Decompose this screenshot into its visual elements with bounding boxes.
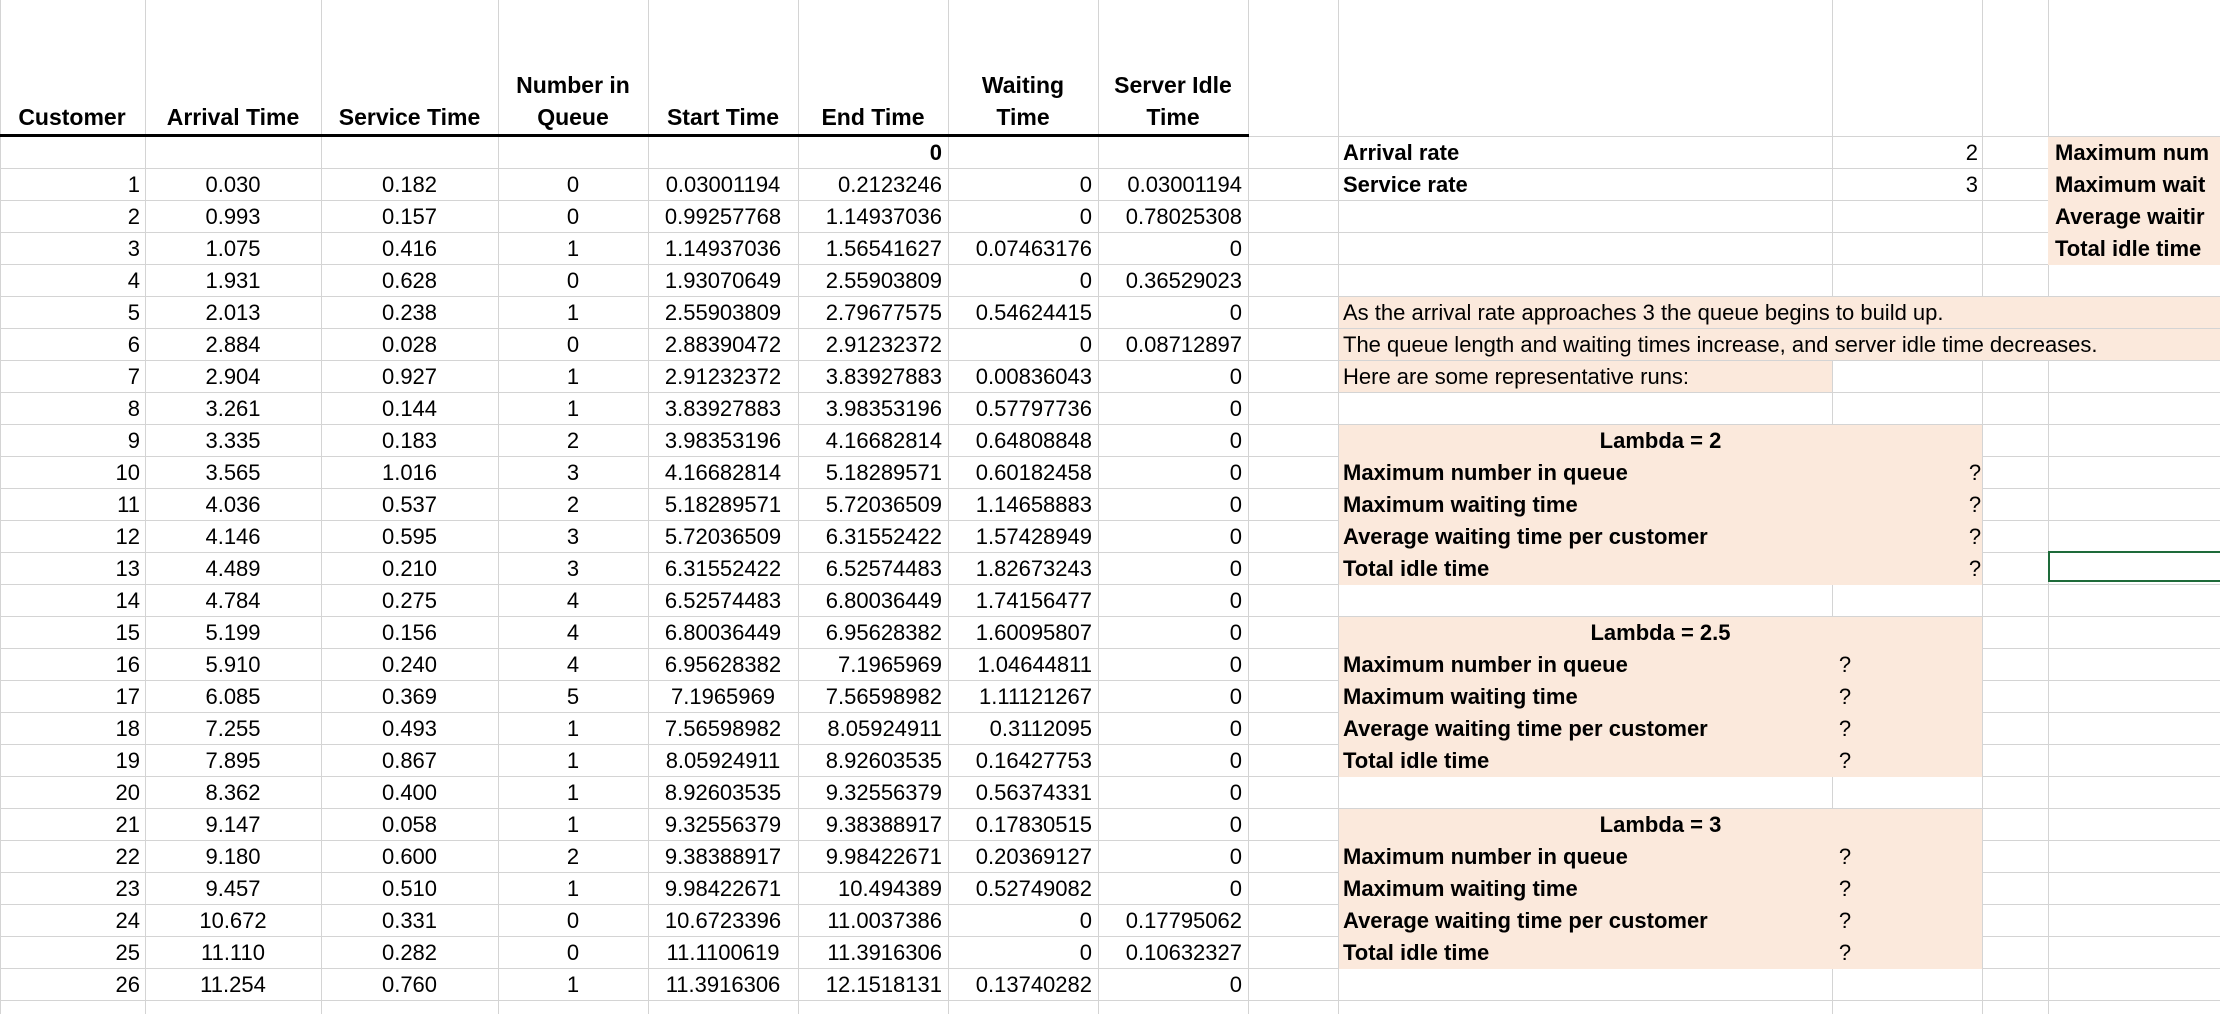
header-bottom-border [0, 134, 1249, 137]
cell-service-time[interactable]: 0.927 [381, 364, 438, 389]
cell-arrival-time[interactable]: 5.910 [205, 652, 261, 677]
cell-customer[interactable]: 25 [115, 940, 140, 965]
run-title[interactable]: Lambda = 3 [1599, 812, 1722, 837]
initial-end-time-cell[interactable]: 0 [929, 140, 942, 165]
cell-end-time[interactable]: 4.16682814 [825, 428, 942, 453]
cell-idle-time[interactable]: 0 [1229, 812, 1242, 837]
cell-customer[interactable]: 13 [115, 556, 140, 581]
cell-waiting-time[interactable]: 0.16427753 [975, 748, 1092, 773]
cell-service-time[interactable]: 0.628 [381, 268, 438, 293]
arrival-rate-value[interactable]: 2 [1965, 140, 1978, 165]
selected-cell[interactable] [2048, 551, 2220, 582]
cell-queue-count[interactable]: 1 [566, 812, 580, 837]
cell-idle-time[interactable]: 0 [1229, 236, 1242, 261]
cell-start-time[interactable]: 3.83927883 [664, 396, 782, 421]
cell-waiting-time[interactable]: 1.57428949 [975, 524, 1092, 549]
cell-start-time[interactable]: 6.95628382 [664, 652, 782, 677]
cell-start-time[interactable]: 0.99257768 [664, 204, 782, 229]
cell-waiting-time[interactable]: 0.3112095 [989, 716, 1092, 741]
cell-service-time[interactable]: 0.275 [381, 588, 438, 613]
run-metric-value[interactable]: ? [1838, 844, 1852, 869]
run-metric-label[interactable]: Total idle time [1343, 940, 1490, 965]
cell-end-time[interactable]: 1.56541627 [825, 236, 942, 261]
cell-end-time[interactable]: 3.83927883 [825, 364, 942, 389]
cell-service-time[interactable]: 0.183 [381, 428, 438, 453]
cell-end-time[interactable]: 1.14937036 [825, 204, 942, 229]
cell-queue-count[interactable]: 0 [566, 940, 580, 965]
cell-queue-count[interactable]: 3 [566, 524, 580, 549]
cell-start-time[interactable]: 11.3916306 [665, 972, 781, 997]
cell-idle-time[interactable]: 0.03001194 [1127, 172, 1242, 197]
run-metric-label[interactable]: Total idle time [1343, 556, 1490, 581]
cell-idle-time[interactable]: 0 [1229, 844, 1242, 869]
note-line-1[interactable]: As the arrival rate approaches 3 the queue begins to build up. [1343, 300, 1944, 325]
cell-waiting-time[interactable]: 1.60095807 [975, 620, 1092, 645]
cell-customer[interactable]: 20 [115, 780, 140, 805]
cell-end-time[interactable]: 8.92603535 [825, 748, 942, 773]
cell-end-time[interactable]: 11.0037386 [827, 908, 942, 933]
run-metric-label[interactable]: Average waiting time per customer [1343, 908, 1708, 933]
cell-start-time[interactable]: 6.80036449 [664, 620, 782, 645]
run-metric-value[interactable]: ? [1838, 684, 1852, 709]
cell-idle-time[interactable]: 0 [1229, 396, 1242, 421]
cell-queue-count[interactable]: 1 [566, 716, 580, 741]
grid-col-line [1248, 0, 1249, 1014]
cell-waiting-time[interactable]: 1.14658883 [975, 492, 1092, 517]
cell-queue-count[interactable]: 3 [566, 460, 580, 485]
cell-start-time[interactable]: 9.32556379 [664, 812, 782, 837]
arrival-rate-label[interactable]: Arrival rate [1343, 140, 1460, 165]
cell-start-time[interactable]: 6.31552422 [664, 556, 782, 581]
cell-arrival-time[interactable]: 4.036 [205, 492, 261, 517]
cell-customer[interactable]: 8 [127, 396, 140, 421]
cell-queue-count[interactable]: 1 [566, 780, 580, 805]
cell-waiting-time[interactable]: 0.17830515 [975, 812, 1092, 837]
run-metric-value[interactable]: ? [1838, 940, 1852, 965]
note-line-3[interactable]: Here are some representative runs: [1343, 364, 1690, 389]
cell-service-time[interactable]: 0.510 [381, 876, 438, 901]
cell-waiting-time[interactable]: 0 [1079, 204, 1092, 229]
cell-customer[interactable]: 2 [127, 204, 140, 229]
cell-end-time[interactable]: 6.31552422 [825, 524, 942, 549]
cell-end-time[interactable]: 5.72036509 [825, 492, 942, 517]
cell-waiting-time[interactable]: 1.74156477 [975, 588, 1092, 613]
cell-end-time[interactable]: 6.95628382 [825, 620, 942, 645]
header-customer[interactable]: Customer [18, 104, 126, 130]
run-metric-value[interactable]: ? [1838, 876, 1852, 901]
header-number-in-queue[interactable]: Number in Queue [516, 72, 630, 130]
cell-queue-count[interactable]: 2 [566, 428, 580, 453]
cell-start-time[interactable]: 0.03001194 [665, 172, 781, 197]
cell-end-time[interactable]: 0.2123246 [838, 172, 942, 197]
cell-service-time[interactable]: 0.595 [381, 524, 438, 549]
cell-arrival-time[interactable]: 8.362 [205, 780, 261, 805]
cell-customer[interactable]: 5 [127, 300, 140, 325]
cell-customer[interactable]: 15 [115, 620, 140, 645]
cell-start-time[interactable]: 7.56598982 [664, 716, 782, 741]
run-metric-value[interactable]: ? [1838, 716, 1852, 741]
cell-end-time[interactable]: 12.1518131 [825, 972, 942, 997]
run-metric-value[interactable]: ? [1838, 908, 1852, 933]
cell-waiting-time[interactable]: 1.82673243 [975, 556, 1092, 581]
cell-idle-time[interactable]: 0.36529023 [1125, 268, 1242, 293]
run-title[interactable]: Lambda = 2.5 [1590, 620, 1731, 645]
cell-arrival-time[interactable]: 0.030 [205, 172, 261, 197]
cell-waiting-time[interactable]: 0 [1079, 172, 1092, 197]
cell-queue-count[interactable]: 1 [566, 396, 580, 421]
cell-customer[interactable]: 1 [127, 172, 140, 197]
cell-waiting-time[interactable]: 0.64808848 [975, 428, 1092, 453]
run-title[interactable]: Lambda = 2 [1599, 428, 1722, 453]
service-rate-value[interactable]: 3 [1965, 172, 1978, 197]
cell-service-time[interactable]: 0.760 [381, 972, 438, 997]
cell-idle-time[interactable]: 0 [1229, 684, 1242, 709]
far-right-label-2[interactable]: Maximum wait [2055, 172, 2206, 197]
cell-service-time[interactable]: 0.240 [381, 652, 438, 677]
cell-arrival-time[interactable]: 2.013 [205, 300, 261, 325]
cell-start-time[interactable]: 3.98353196 [664, 428, 782, 453]
header-start-time[interactable]: Start Time [666, 104, 780, 130]
cell-end-time[interactable]: 2.91232372 [825, 332, 942, 357]
cell-queue-count[interactable]: 5 [566, 684, 580, 709]
cell-waiting-time[interactable]: 0.20369127 [975, 844, 1092, 869]
cell-idle-time[interactable]: 0 [1229, 620, 1242, 645]
cell-idle-time[interactable]: 0 [1229, 748, 1242, 773]
cell-queue-count[interactable]: 1 [566, 236, 580, 261]
cell-idle-time[interactable]: 0 [1229, 556, 1242, 581]
run-metric-value[interactable]: ? [1838, 748, 1852, 773]
run-metric-value[interactable]: ? [1968, 556, 1982, 581]
cell-idle-time[interactable]: 0 [1229, 972, 1242, 997]
header-server-idle-time[interactable]: Server Idle Time [1114, 72, 1232, 130]
cell-waiting-time[interactable]: 0 [1079, 268, 1092, 293]
cell-start-time[interactable]: 8.92603535 [664, 780, 782, 805]
cell-service-time[interactable]: 0.144 [381, 396, 438, 421]
cell-waiting-time[interactable]: 1.11121267 [979, 684, 1092, 709]
cell-customer[interactable]: 16 [115, 652, 140, 677]
cell-start-time[interactable]: 6.52574483 [664, 588, 782, 613]
cell-arrival-time[interactable]: 7.255 [205, 716, 261, 741]
cell-waiting-time[interactable]: 0 [1079, 332, 1092, 357]
run-metric-label[interactable]: Total idle time [1343, 748, 1490, 773]
run-metric-label[interactable]: Maximum number in queue [1343, 460, 1628, 485]
service-rate-label[interactable]: Service rate [1343, 172, 1468, 197]
cell-customer[interactable]: 22 [115, 844, 140, 869]
cell-queue-count[interactable]: 4 [566, 652, 580, 677]
cell-customer[interactable]: 3 [127, 236, 140, 261]
cell-customer[interactable]: 4 [127, 268, 140, 293]
run-metric-label[interactable]: Maximum number in queue [1343, 652, 1628, 677]
cell-arrival-time[interactable]: 4.489 [205, 556, 261, 581]
cell-service-time[interactable]: 0.369 [381, 684, 438, 709]
cell-end-time[interactable]: 2.55903809 [825, 268, 942, 293]
cell-service-time[interactable]: 0.600 [381, 844, 438, 869]
cell-idle-time[interactable]: 0 [1229, 652, 1242, 677]
cell-customer[interactable]: 10 [115, 460, 140, 485]
cell-service-time[interactable]: 0.400 [381, 780, 438, 805]
cell-idle-time[interactable]: 0 [1229, 588, 1242, 613]
cell-end-time[interactable]: 3.98353196 [825, 396, 942, 421]
cell-customer[interactable]: 23 [115, 876, 140, 901]
cell-queue-count[interactable]: 1 [566, 972, 580, 997]
cell-start-time[interactable]: 1.93070649 [664, 268, 782, 293]
run-metric-value[interactable]: ? [1968, 460, 1982, 485]
header-end-time[interactable]: End Time [821, 104, 925, 130]
cell-arrival-time[interactable]: 4.146 [205, 524, 261, 549]
cell-waiting-time[interactable]: 0 [1079, 940, 1092, 965]
run-metric-value[interactable]: ? [1968, 524, 1982, 549]
cell-arrival-time[interactable]: 6.085 [205, 684, 261, 709]
cell-customer[interactable]: 12 [115, 524, 140, 549]
cell-arrival-time[interactable]: 5.199 [205, 620, 261, 645]
cell-end-time[interactable]: 5.18289571 [825, 460, 942, 485]
cell-queue-count[interactable]: 1 [566, 364, 580, 389]
cell-service-time[interactable]: 0.331 [381, 908, 438, 933]
cell-queue-count[interactable]: 3 [566, 556, 580, 581]
cell-arrival-time[interactable]: 11.254 [200, 972, 266, 997]
cell-arrival-time[interactable]: 11.110 [200, 940, 266, 965]
cell-waiting-time[interactable]: 0.07463176 [975, 236, 1092, 261]
cell-start-time[interactable]: 2.88390472 [664, 332, 782, 357]
cell-service-time[interactable]: 0.493 [381, 716, 438, 741]
cell-service-time[interactable]: 0.537 [381, 492, 438, 517]
cell-waiting-time[interactable]: 0.13740282 [975, 972, 1092, 997]
cell-queue-count[interactable]: 0 [566, 908, 580, 933]
cell-arrival-time[interactable]: 7.895 [205, 748, 261, 773]
cell-queue-count[interactable]: 0 [566, 172, 580, 197]
cell-arrival-time[interactable]: 1.931 [205, 268, 261, 293]
cell-arrival-time[interactable]: 3.565 [205, 460, 261, 485]
cell-idle-time[interactable]: 0 [1229, 876, 1242, 901]
cell-waiting-time[interactable]: 0.56374331 [975, 780, 1092, 805]
cell-service-time[interactable]: 0.210 [381, 556, 438, 581]
cell-arrival-time[interactable]: 1.075 [205, 236, 261, 261]
run-metric-label[interactable]: Maximum waiting time [1343, 684, 1578, 709]
cell-customer[interactable]: 26 [115, 972, 140, 997]
cell-queue-count[interactable]: 0 [566, 268, 580, 293]
cell-start-time[interactable]: 2.91232372 [664, 364, 782, 389]
cell-arrival-time[interactable]: 9.147 [205, 812, 261, 837]
cell-waiting-time[interactable]: 0.00836043 [975, 364, 1092, 389]
cell-service-time[interactable]: 0.058 [381, 812, 438, 837]
cell-idle-time[interactable]: 0 [1229, 524, 1242, 549]
cell-customer[interactable]: 6 [127, 332, 140, 357]
cell-service-time[interactable]: 0.867 [381, 748, 438, 773]
far-right-label-4[interactable]: Total idle time [2055, 236, 2202, 261]
cell-customer[interactable]: 17 [115, 684, 140, 709]
cell-service-time[interactable]: 0.156 [381, 620, 438, 645]
cell-start-time[interactable]: 11.1100619 [666, 940, 780, 965]
cell-service-time[interactable]: 0.238 [381, 300, 438, 325]
cell-waiting-time[interactable]: 0.54624415 [975, 300, 1092, 325]
cell-end-time[interactable]: 9.32556379 [825, 780, 942, 805]
cell-service-time[interactable]: 0.416 [381, 236, 438, 261]
cell-customer[interactable]: 11 [117, 492, 140, 517]
cell-idle-time[interactable]: 0 [1229, 364, 1242, 389]
run-metric-label[interactable]: Maximum waiting time [1343, 876, 1578, 901]
cell-end-time[interactable]: 6.52574483 [825, 556, 942, 581]
cell-end-time[interactable]: 6.80036449 [825, 588, 942, 613]
cell-waiting-time[interactable]: 0 [1079, 908, 1092, 933]
cell-arrival-time[interactable]: 0.993 [205, 204, 261, 229]
cell-start-time[interactable]: 9.38388917 [664, 844, 782, 869]
cell-end-time[interactable]: 8.05924911 [827, 716, 942, 741]
cell-arrival-time[interactable]: 9.457 [205, 876, 261, 901]
cell-end-time[interactable]: 7.56598982 [825, 684, 942, 709]
note-line-2[interactable]: The queue length and waiting times increase, and server idle time decreases. [1343, 332, 2098, 357]
cell-queue-count[interactable]: 1 [566, 876, 580, 901]
cell-queue-count[interactable]: 1 [566, 748, 580, 773]
cell-start-time[interactable]: 1.14937036 [664, 236, 782, 261]
cell-queue-count[interactable]: 0 [566, 332, 580, 357]
cell-waiting-time[interactable]: 1.04644811 [977, 652, 1092, 677]
cell-arrival-time[interactable]: 9.180 [205, 844, 261, 869]
cell-start-time[interactable]: 10.6723396 [664, 908, 782, 933]
cell-end-time[interactable]: 9.38388917 [825, 812, 942, 837]
cell-service-time[interactable]: 0.028 [381, 332, 438, 357]
cell-start-time[interactable]: 2.55903809 [664, 300, 782, 325]
cell-customer[interactable]: 9 [127, 428, 140, 453]
run-metric-label[interactable]: Maximum number in queue [1343, 844, 1628, 869]
run-metric-value[interactable]: ? [1838, 652, 1852, 677]
far-right-label-3[interactable]: Average waitir [2055, 204, 2205, 229]
cell-arrival-time[interactable]: 2.904 [205, 364, 261, 389]
cell-customer[interactable]: 19 [115, 748, 140, 773]
cell-waiting-time[interactable]: 0.57797736 [975, 396, 1092, 421]
cell-start-time[interactable]: 5.72036509 [664, 524, 782, 549]
cell-arrival-time[interactable]: 2.884 [205, 332, 261, 357]
cell-service-time[interactable]: 0.157 [381, 204, 438, 229]
cell-start-time[interactable]: 5.18289571 [664, 492, 782, 517]
cell-arrival-time[interactable]: 3.335 [205, 428, 261, 453]
cell-service-time[interactable]: 0.282 [381, 940, 438, 965]
cell-arrival-time[interactable]: 4.784 [205, 588, 261, 613]
cell-end-time[interactable]: 11.3916306 [827, 940, 942, 965]
cell-queue-count[interactable]: 1 [566, 300, 580, 325]
cell-customer[interactable]: 7 [127, 364, 140, 389]
run-metric-label[interactable]: Average waiting time per customer [1343, 716, 1708, 741]
cell-idle-time[interactable]: 0 [1229, 780, 1242, 805]
cell-start-time[interactable]: 8.05924911 [665, 748, 781, 773]
cell-idle-time[interactable]: 0.08712897 [1125, 332, 1242, 357]
cell-arrival-time[interactable]: 3.261 [205, 396, 261, 421]
cell-arrival-time[interactable]: 10.672 [199, 908, 267, 933]
run-metric-label[interactable]: Average waiting time per customer [1343, 524, 1708, 549]
cell-idle-time[interactable]: 0 [1229, 716, 1242, 741]
header-waiting-time[interactable]: Waiting Time [981, 72, 1065, 130]
cell-end-time[interactable]: 7.1965969 [838, 652, 942, 677]
cell-idle-time[interactable]: 0 [1229, 300, 1242, 325]
cell-queue-count[interactable]: 2 [566, 844, 580, 869]
cell-idle-time[interactable]: 0.78025308 [1125, 204, 1242, 229]
cell-start-time[interactable]: 4.16682814 [664, 460, 782, 485]
cell-start-time[interactable]: 9.98422671 [664, 876, 782, 901]
header-arrival-time[interactable]: Arrival Time [166, 104, 300, 130]
run-metric-value[interactable]: ? [1968, 492, 1982, 517]
far-right-label-1[interactable]: Maximum num [2055, 140, 2210, 165]
cell-customer[interactable]: 21 [115, 812, 140, 837]
cell-customer[interactable]: 14 [115, 588, 140, 613]
cell-queue-count[interactable]: 0 [566, 204, 580, 229]
cell-queue-count[interactable]: 2 [566, 492, 580, 517]
cell-queue-count[interactable]: 4 [566, 620, 580, 645]
cell-service-time[interactable]: 1.016 [381, 460, 438, 485]
cell-customer[interactable]: 18 [115, 716, 140, 741]
cell-idle-time[interactable]: 0 [1229, 492, 1242, 517]
cell-idle-time[interactable]: 0 [1229, 460, 1242, 485]
cell-queue-count[interactable]: 4 [566, 588, 580, 613]
cell-end-time[interactable]: 10.494389 [838, 876, 942, 901]
cell-service-time[interactable]: 0.182 [381, 172, 438, 197]
cell-idle-time[interactable]: 0.10632327 [1125, 940, 1242, 965]
cell-idle-time[interactable]: 0.17795062 [1125, 908, 1242, 933]
cell-customer[interactable]: 24 [115, 908, 140, 933]
cell-start-time[interactable]: 7.1965969 [671, 684, 775, 709]
run-metric-label[interactable]: Maximum waiting time [1343, 492, 1578, 517]
cell-waiting-time[interactable]: 0.60182458 [975, 460, 1092, 485]
cell-end-time[interactable]: 9.98422671 [825, 844, 942, 869]
header-service-time[interactable]: Service Time [338, 104, 481, 130]
cell-idle-time[interactable]: 0 [1229, 428, 1242, 453]
cell-end-time[interactable]: 2.79677575 [825, 300, 942, 325]
cell-waiting-time[interactable]: 0.52749082 [975, 876, 1092, 901]
